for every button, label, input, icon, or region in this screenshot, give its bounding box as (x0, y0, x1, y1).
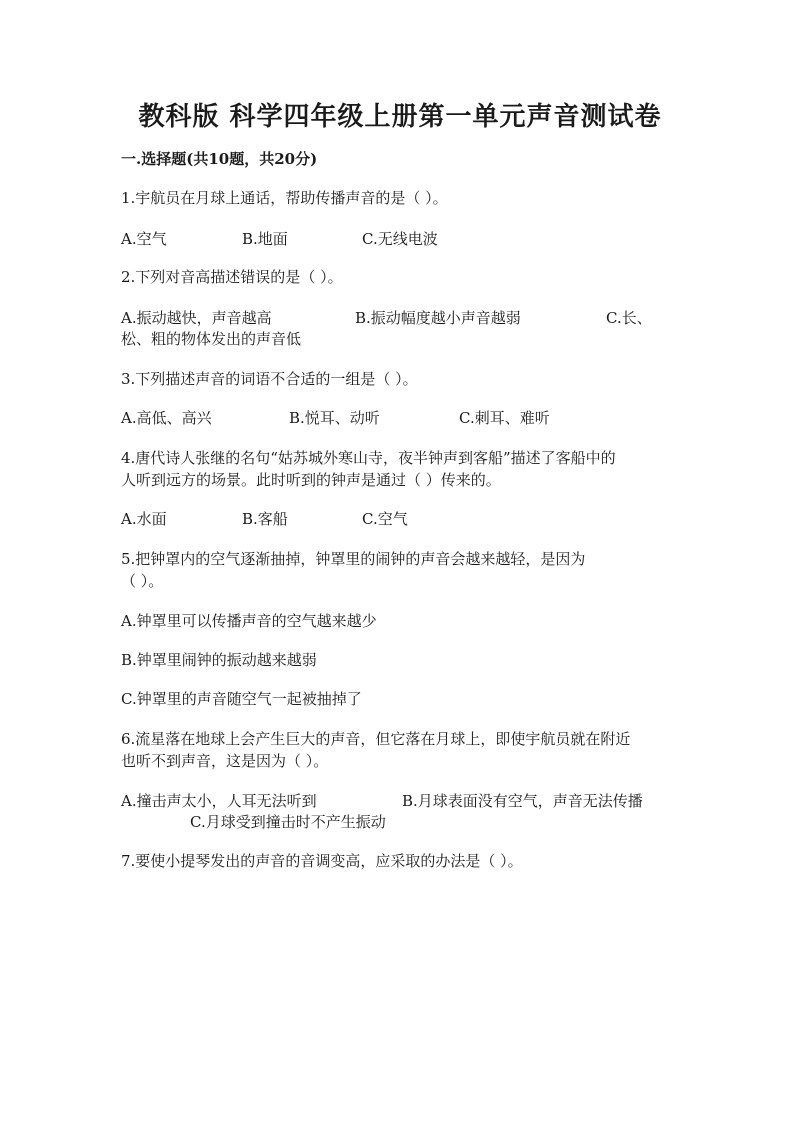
question-6-stem-line-1: 6.流星落在地球上会产生巨大的声音，但它落在月球上，即使宇航员就在附近 (121, 730, 631, 748)
question-3-option-b: B.悦耳、动听 (289, 409, 380, 427)
question-4-option-b: B.客船 (242, 510, 288, 528)
question-1-option-b: B.地面 (242, 230, 288, 248)
question-5-option-b: B.钟罩里闹钟的振动越来越弱 (121, 651, 317, 669)
question-6-option-c: C.月球受到撞击时不产生振动 (190, 813, 386, 831)
question-5-option-c: C.钟罩里的声音随空气一起被抽掉了 (121, 690, 362, 708)
question-5-stem-line-2: （ ）。 (121, 572, 164, 590)
question-3-option-c: C.刺耳、难听 (459, 409, 550, 427)
page-title: 教科版 科学四年级上册第一单元声音测试卷 (138, 102, 662, 132)
question-2-stem: 2.下列对音高描述错误的是（ ）。 (121, 268, 343, 286)
question-2-option-a: A.振动越快，声音越高 (121, 309, 272, 327)
question-4-stem-line-1: 4.唐代诗人张继的名句“姑苏城外寒山寺，夜半钟声到客船”描述了客船中的 (121, 449, 616, 467)
question-2-option-c-continued: 松、粗的物体发出的声音低 (121, 330, 302, 348)
section-heading: 一.选择题(共10题，共20分) (121, 150, 318, 168)
question-4-option-a: A.水面 (121, 510, 167, 528)
question-6-stem-line-2: 也听不到声音，这是因为（ ）。 (121, 752, 329, 770)
question-7-stem: 7.要使小提琴发出的声音的音调变高，应采取的办法是（ ）。 (121, 852, 523, 870)
question-5-stem-line-1: 5.把钟罩内的空气逐渐抽掉，钟罩里的闹钟的声音会越来越轻，是因为 (121, 550, 586, 568)
question-4-option-c: C.空气 (362, 510, 408, 528)
question-5-option-a: A.钟罩里可以传播声音的空气越来越少 (121, 612, 377, 630)
question-3-stem: 3.下列描述声音的词语不合适的一组是（ ）。 (121, 370, 418, 388)
question-4-stem-line-2: 人听到远方的场景。此时听到的钟声是通过（ ）传来的。 (121, 471, 501, 489)
question-6-option-a: A.撞击声太小，人耳无法听到 (121, 792, 317, 810)
question-3-option-a: A.高低、高兴 (121, 409, 212, 427)
question-1-option-a: A.空气 (121, 230, 167, 248)
question-1-option-c: C.无线电波 (362, 230, 438, 248)
question-6-option-b: B.月球表面没有空气，声音无法传播 (402, 792, 643, 810)
question-2-option-b: B.振动幅度越小声音越弱 (355, 309, 521, 327)
question-2-option-c: C.长、 (606, 309, 652, 327)
question-1-stem: 1.宇航员在月球上通话，帮助传播声音的是（ ）。 (121, 189, 448, 207)
